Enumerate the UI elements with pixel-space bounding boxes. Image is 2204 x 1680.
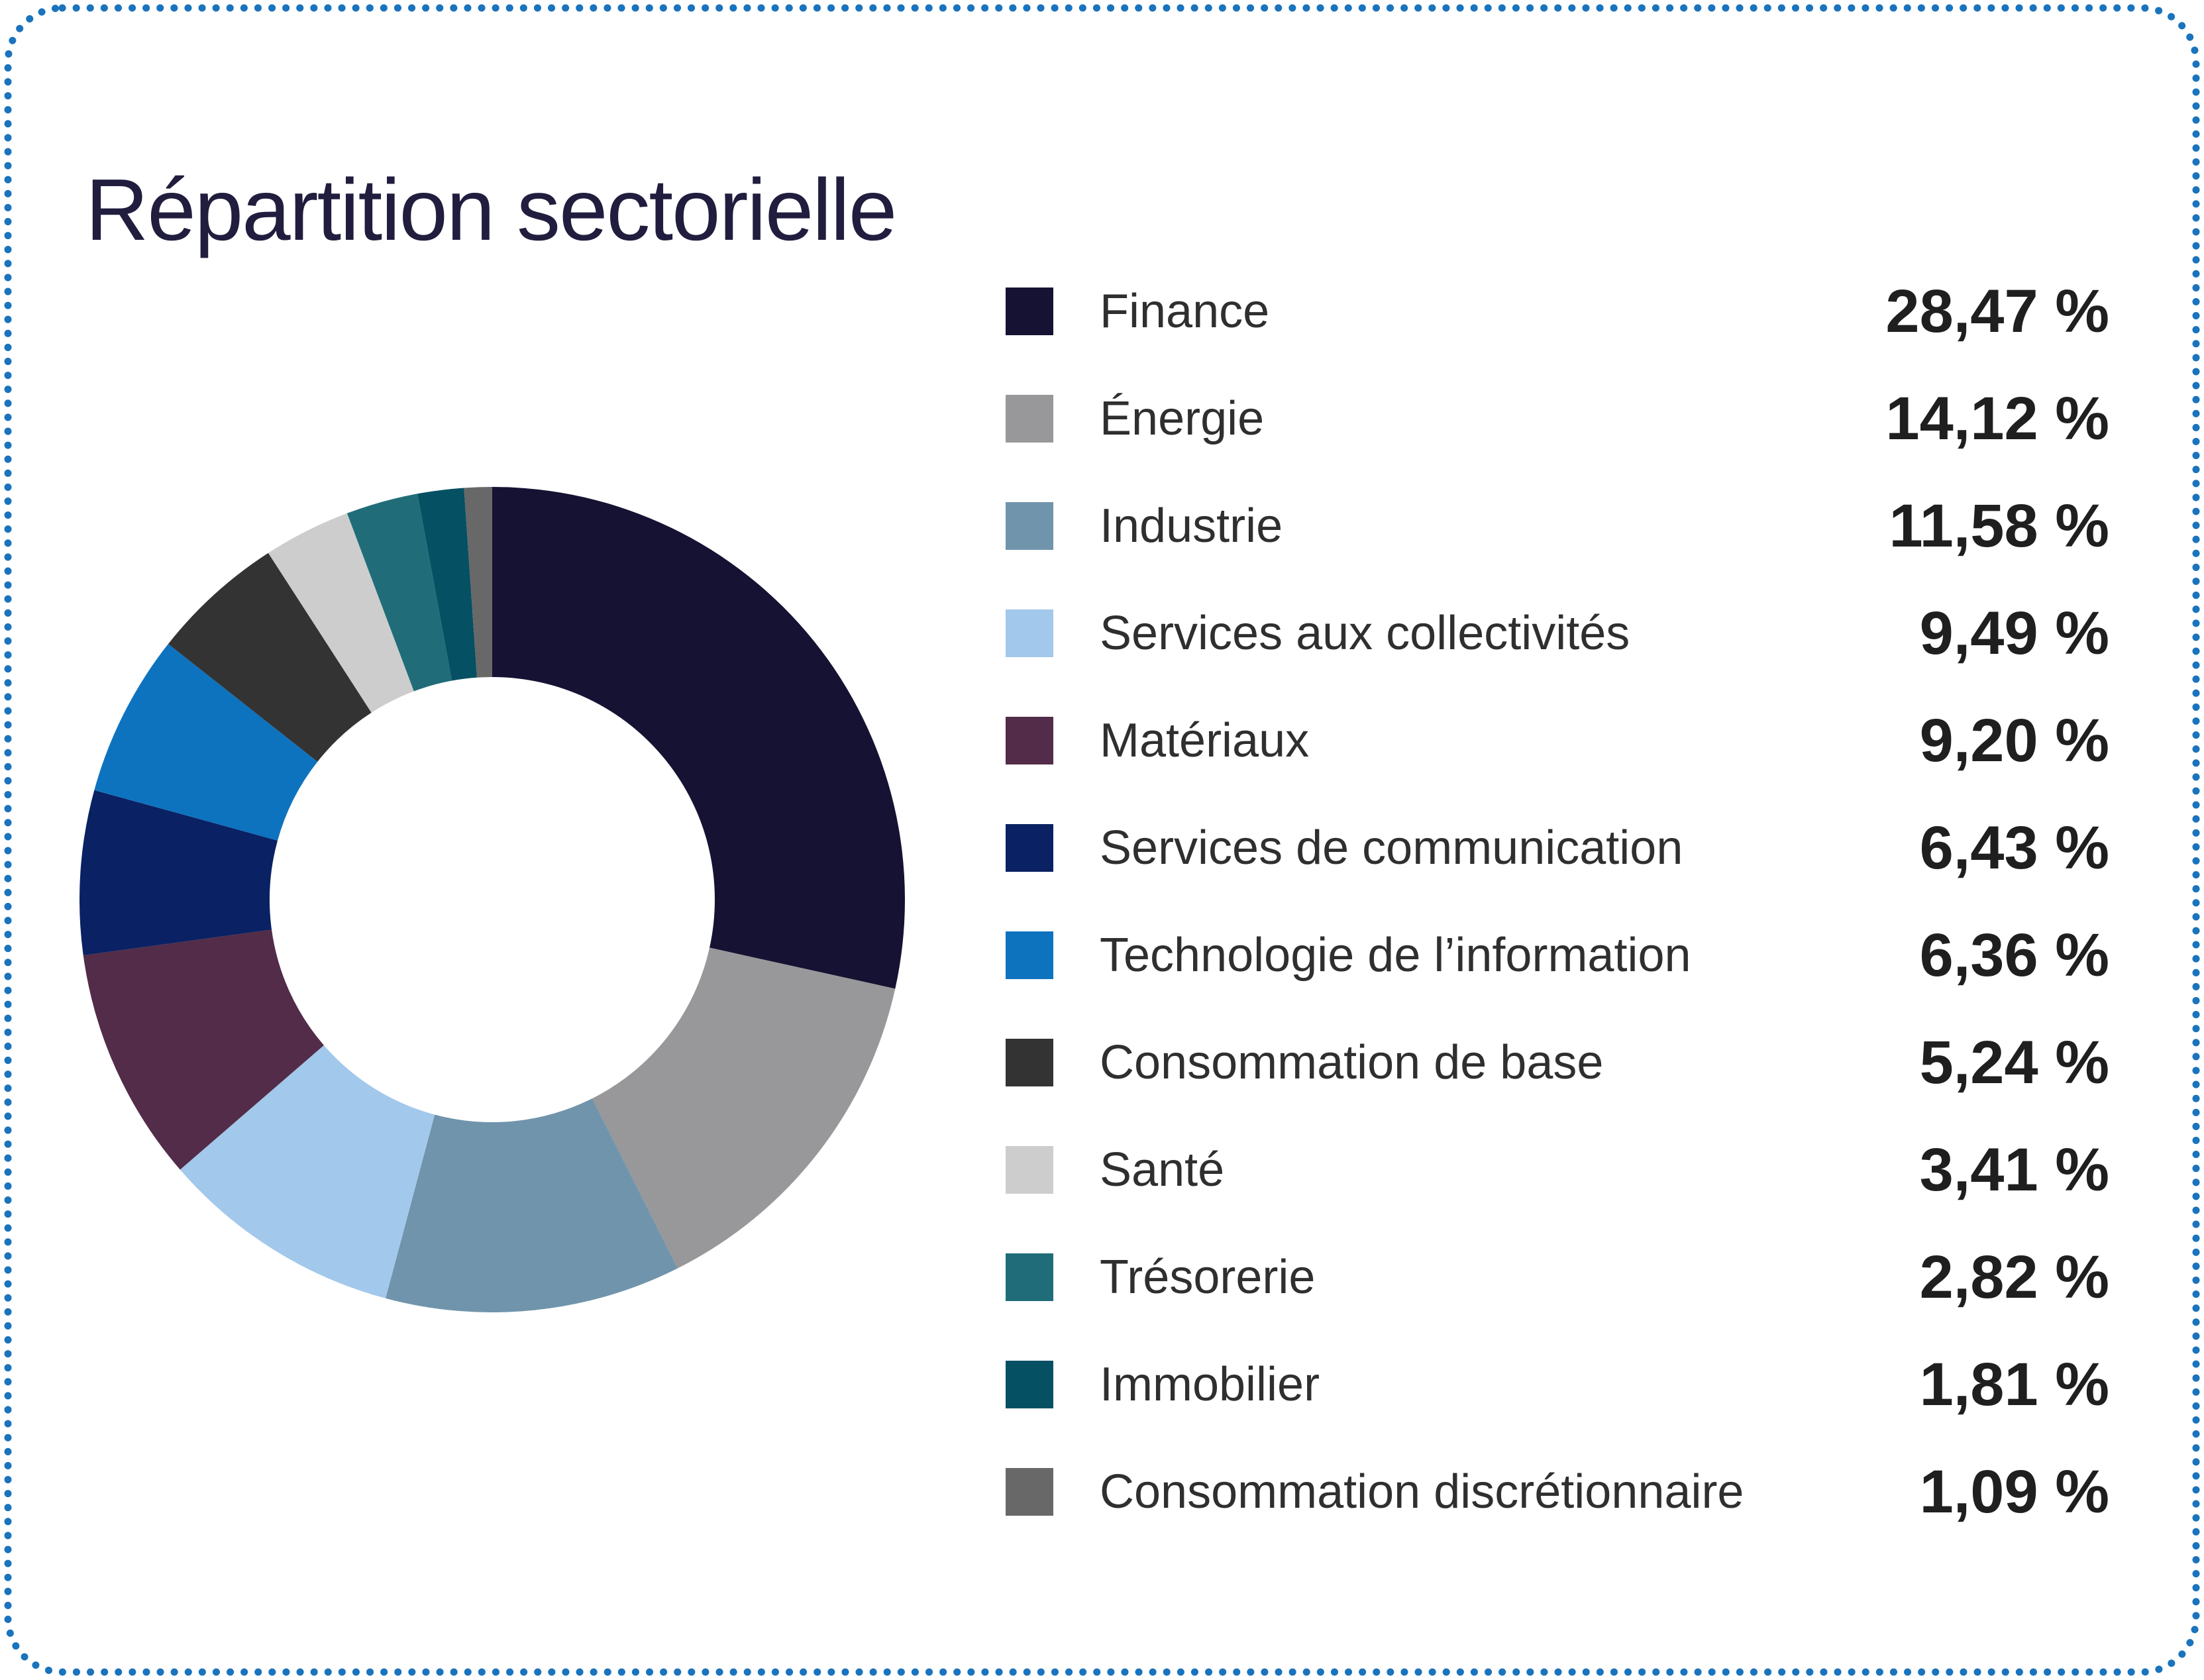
legend-value: 1,81 % <box>1919 1350 2109 1418</box>
legend-value: 9,20 % <box>1919 706 2109 774</box>
legend-row <box>1006 1331 2109 1438</box>
legend-row <box>1006 258 2109 365</box>
legend-label: Industrie <box>1100 499 1283 552</box>
legend-swatch <box>1006 1039 1053 1086</box>
legend-row <box>1006 1438 2109 1546</box>
legend-value: 9,49 % <box>1919 599 2109 667</box>
legend-label: Consommation discrétionnaire <box>1100 1465 1744 1518</box>
legend-value: 1,09 % <box>1919 1457 2109 1526</box>
legend-label: Énergie <box>1100 392 1265 445</box>
legend-swatch <box>1006 1146 1053 1194</box>
legend-label: Immobilier <box>1100 1358 1320 1411</box>
legend-row <box>1006 580 2109 687</box>
legend-row <box>1006 902 2109 1009</box>
legend-row <box>1006 794 2109 902</box>
legend-row <box>1006 1116 2109 1224</box>
legend-swatch <box>1006 1361 1053 1408</box>
legend-swatch <box>1006 824 1053 872</box>
legend-swatch <box>1006 1253 1053 1301</box>
legend-swatch <box>1006 288 1053 335</box>
chart-title: Répartition sectorielle <box>85 161 896 258</box>
legend-value: 6,43 % <box>1919 814 2109 882</box>
legend-swatch <box>1006 395 1053 443</box>
donut-slice <box>492 487 905 989</box>
donut-chart <box>79 487 905 1312</box>
legend-value: 5,24 % <box>1919 1028 2109 1096</box>
legend-swatch <box>1006 931 1053 979</box>
legend-label: Finance <box>1100 285 1270 338</box>
legend-row <box>1006 472 2109 580</box>
legend-row <box>1006 687 2109 794</box>
legend-swatch <box>1006 1468 1053 1516</box>
legend-label: Santé <box>1100 1143 1225 1196</box>
legend-value: 28,47 % <box>1885 277 2109 345</box>
legend-label: Technologie de l’information <box>1100 929 1691 982</box>
legend-label: Consommation de base <box>1100 1036 1604 1089</box>
legend-label: Matériaux <box>1100 714 1310 767</box>
legend-label: Services aux collectivités <box>1100 607 1630 660</box>
legend-value: 6,36 % <box>1919 921 2109 989</box>
legend-value: 14,12 % <box>1885 384 2109 452</box>
legend-value: 2,82 % <box>1919 1243 2109 1311</box>
legend-row <box>1006 1009 2109 1116</box>
legend-row <box>1006 365 2109 472</box>
legend-row <box>1006 1224 2109 1331</box>
legend-swatch <box>1006 609 1053 657</box>
legend-label: Services de communication <box>1100 821 1683 874</box>
legend-swatch <box>1006 717 1053 764</box>
legend-label: Trésorerie <box>1100 1251 1316 1304</box>
legend-value: 11,58 % <box>1889 492 2109 560</box>
legend-swatch <box>1006 502 1053 550</box>
legend-value: 3,41 % <box>1919 1135 2109 1204</box>
chart-legend <box>1006 258 2109 1546</box>
